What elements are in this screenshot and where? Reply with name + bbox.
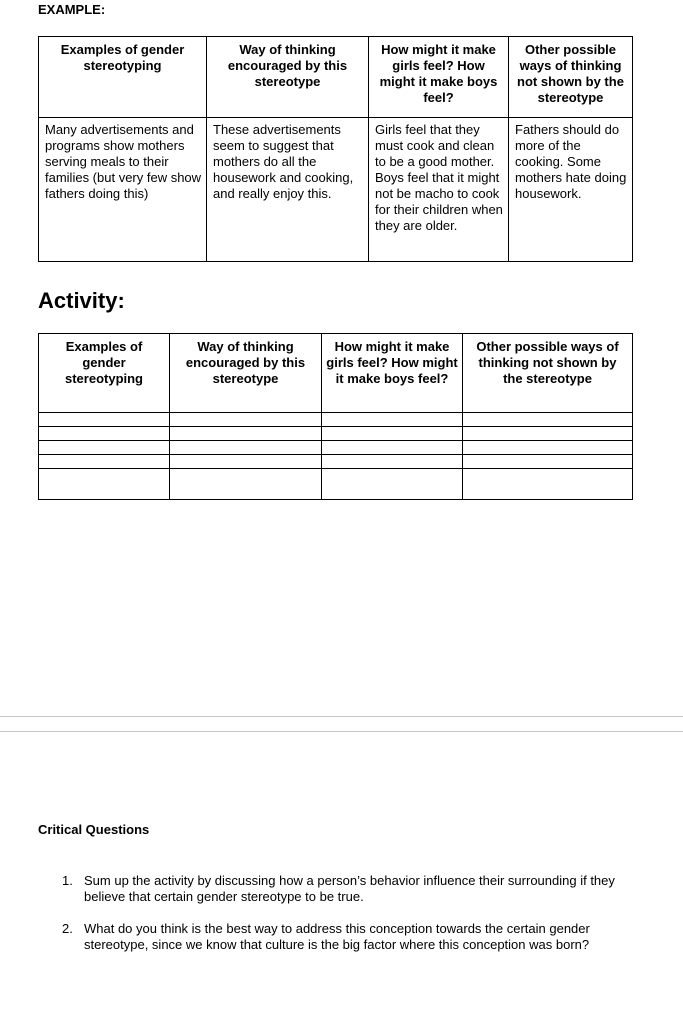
critical-questions-heading: Critical Questions — [38, 822, 150, 837]
activity-blank-cell[interactable] — [322, 427, 463, 441]
activity-blank-cell[interactable] — [463, 413, 633, 427]
example-cell: Fathers should do more of the cooking. Some mothers hate doing housework. — [509, 118, 633, 262]
activity-blank-row — [39, 441, 633, 455]
example-row — [39, 118, 633, 262]
activity-blank-cell[interactable] — [322, 441, 463, 455]
activity-blank-cell[interactable] — [322, 469, 463, 500]
activity-blank-cell[interactable] — [463, 455, 633, 469]
activity-blank-row — [39, 427, 633, 441]
activity-header-cell: How might it make girls feel? How might it make boys feel? — [322, 334, 463, 413]
activity-blank-cell[interactable] — [170, 427, 322, 441]
activity-blank-cell[interactable] — [39, 441, 170, 455]
activity-blank-cell[interactable] — [170, 441, 322, 455]
activity-header-cell: Examples of gender stereotyping — [39, 334, 170, 413]
activity-blank-cell[interactable] — [170, 455, 322, 469]
activity-heading: Activity: — [38, 288, 125, 313]
example-table — [38, 36, 633, 262]
example-header-cell: Way of thinking encouraged by this stereotype — [207, 37, 369, 118]
activity-blank-cell[interactable] — [322, 455, 463, 469]
example-header-cell: Other possible ways of thinking not shown by the stereotype — [509, 37, 633, 118]
activity-blank-cell[interactable] — [170, 413, 322, 427]
activity-blank-cell[interactable] — [39, 413, 170, 427]
page-divider — [0, 716, 683, 717]
question-text: Sum up the activity by discussing how a person’s behavior influence their surrounding if they believe that certain gender stereotype to be true. — [84, 873, 615, 904]
example-header-row — [39, 37, 633, 118]
example-cell: Many advertisements and programs show mothers serving meals to their families (but very few show fathers doing this) — [39, 118, 207, 262]
question-text: What do you think is the best way to address this conception towards the certain gender stereotype, since we know that culture is the big factor where this conception was born? — [84, 921, 590, 952]
activity-blank-cell[interactable] — [170, 469, 322, 500]
activity-blank-cell[interactable] — [463, 469, 633, 500]
activity-blank-cell[interactable] — [39, 469, 170, 500]
activity-header-cell: Other possible ways of thinking not shown by the stereotype — [463, 334, 633, 413]
activity-blank-cell[interactable] — [463, 427, 633, 441]
activity-table — [38, 333, 633, 500]
activity-blank-cell[interactable] — [463, 441, 633, 455]
activity-header-cell: Way of thinking encouraged by this stereotype — [170, 334, 322, 413]
activity-blank-cell[interactable] — [39, 455, 170, 469]
example-header-cell: How might it make girls feel? How might it make boys feel? — [369, 37, 509, 118]
example-cell: Girls feel that they must cook and clean to be a good mother. Boys feel that it might not be macho to cook for their children when they are older. — [369, 118, 509, 262]
example-label: EXAMPLE: — [38, 2, 106, 17]
page-divider — [0, 731, 683, 732]
example-header-cell: Examples of gender stereotyping — [39, 37, 207, 118]
activity-blank-row — [39, 469, 633, 500]
example-cell: These advertisements seem to suggest that mothers do all the housework and cooking, and really enjoy this. — [207, 118, 369, 262]
question-number: 2. — [62, 921, 73, 936]
activity-blank-cell[interactable] — [322, 413, 463, 427]
activity-blank-row — [39, 413, 633, 427]
activity-blank-row — [39, 455, 633, 469]
activity-header-row — [39, 334, 633, 413]
activity-blank-cell[interactable] — [39, 427, 170, 441]
question-number: 1. — [62, 873, 73, 888]
